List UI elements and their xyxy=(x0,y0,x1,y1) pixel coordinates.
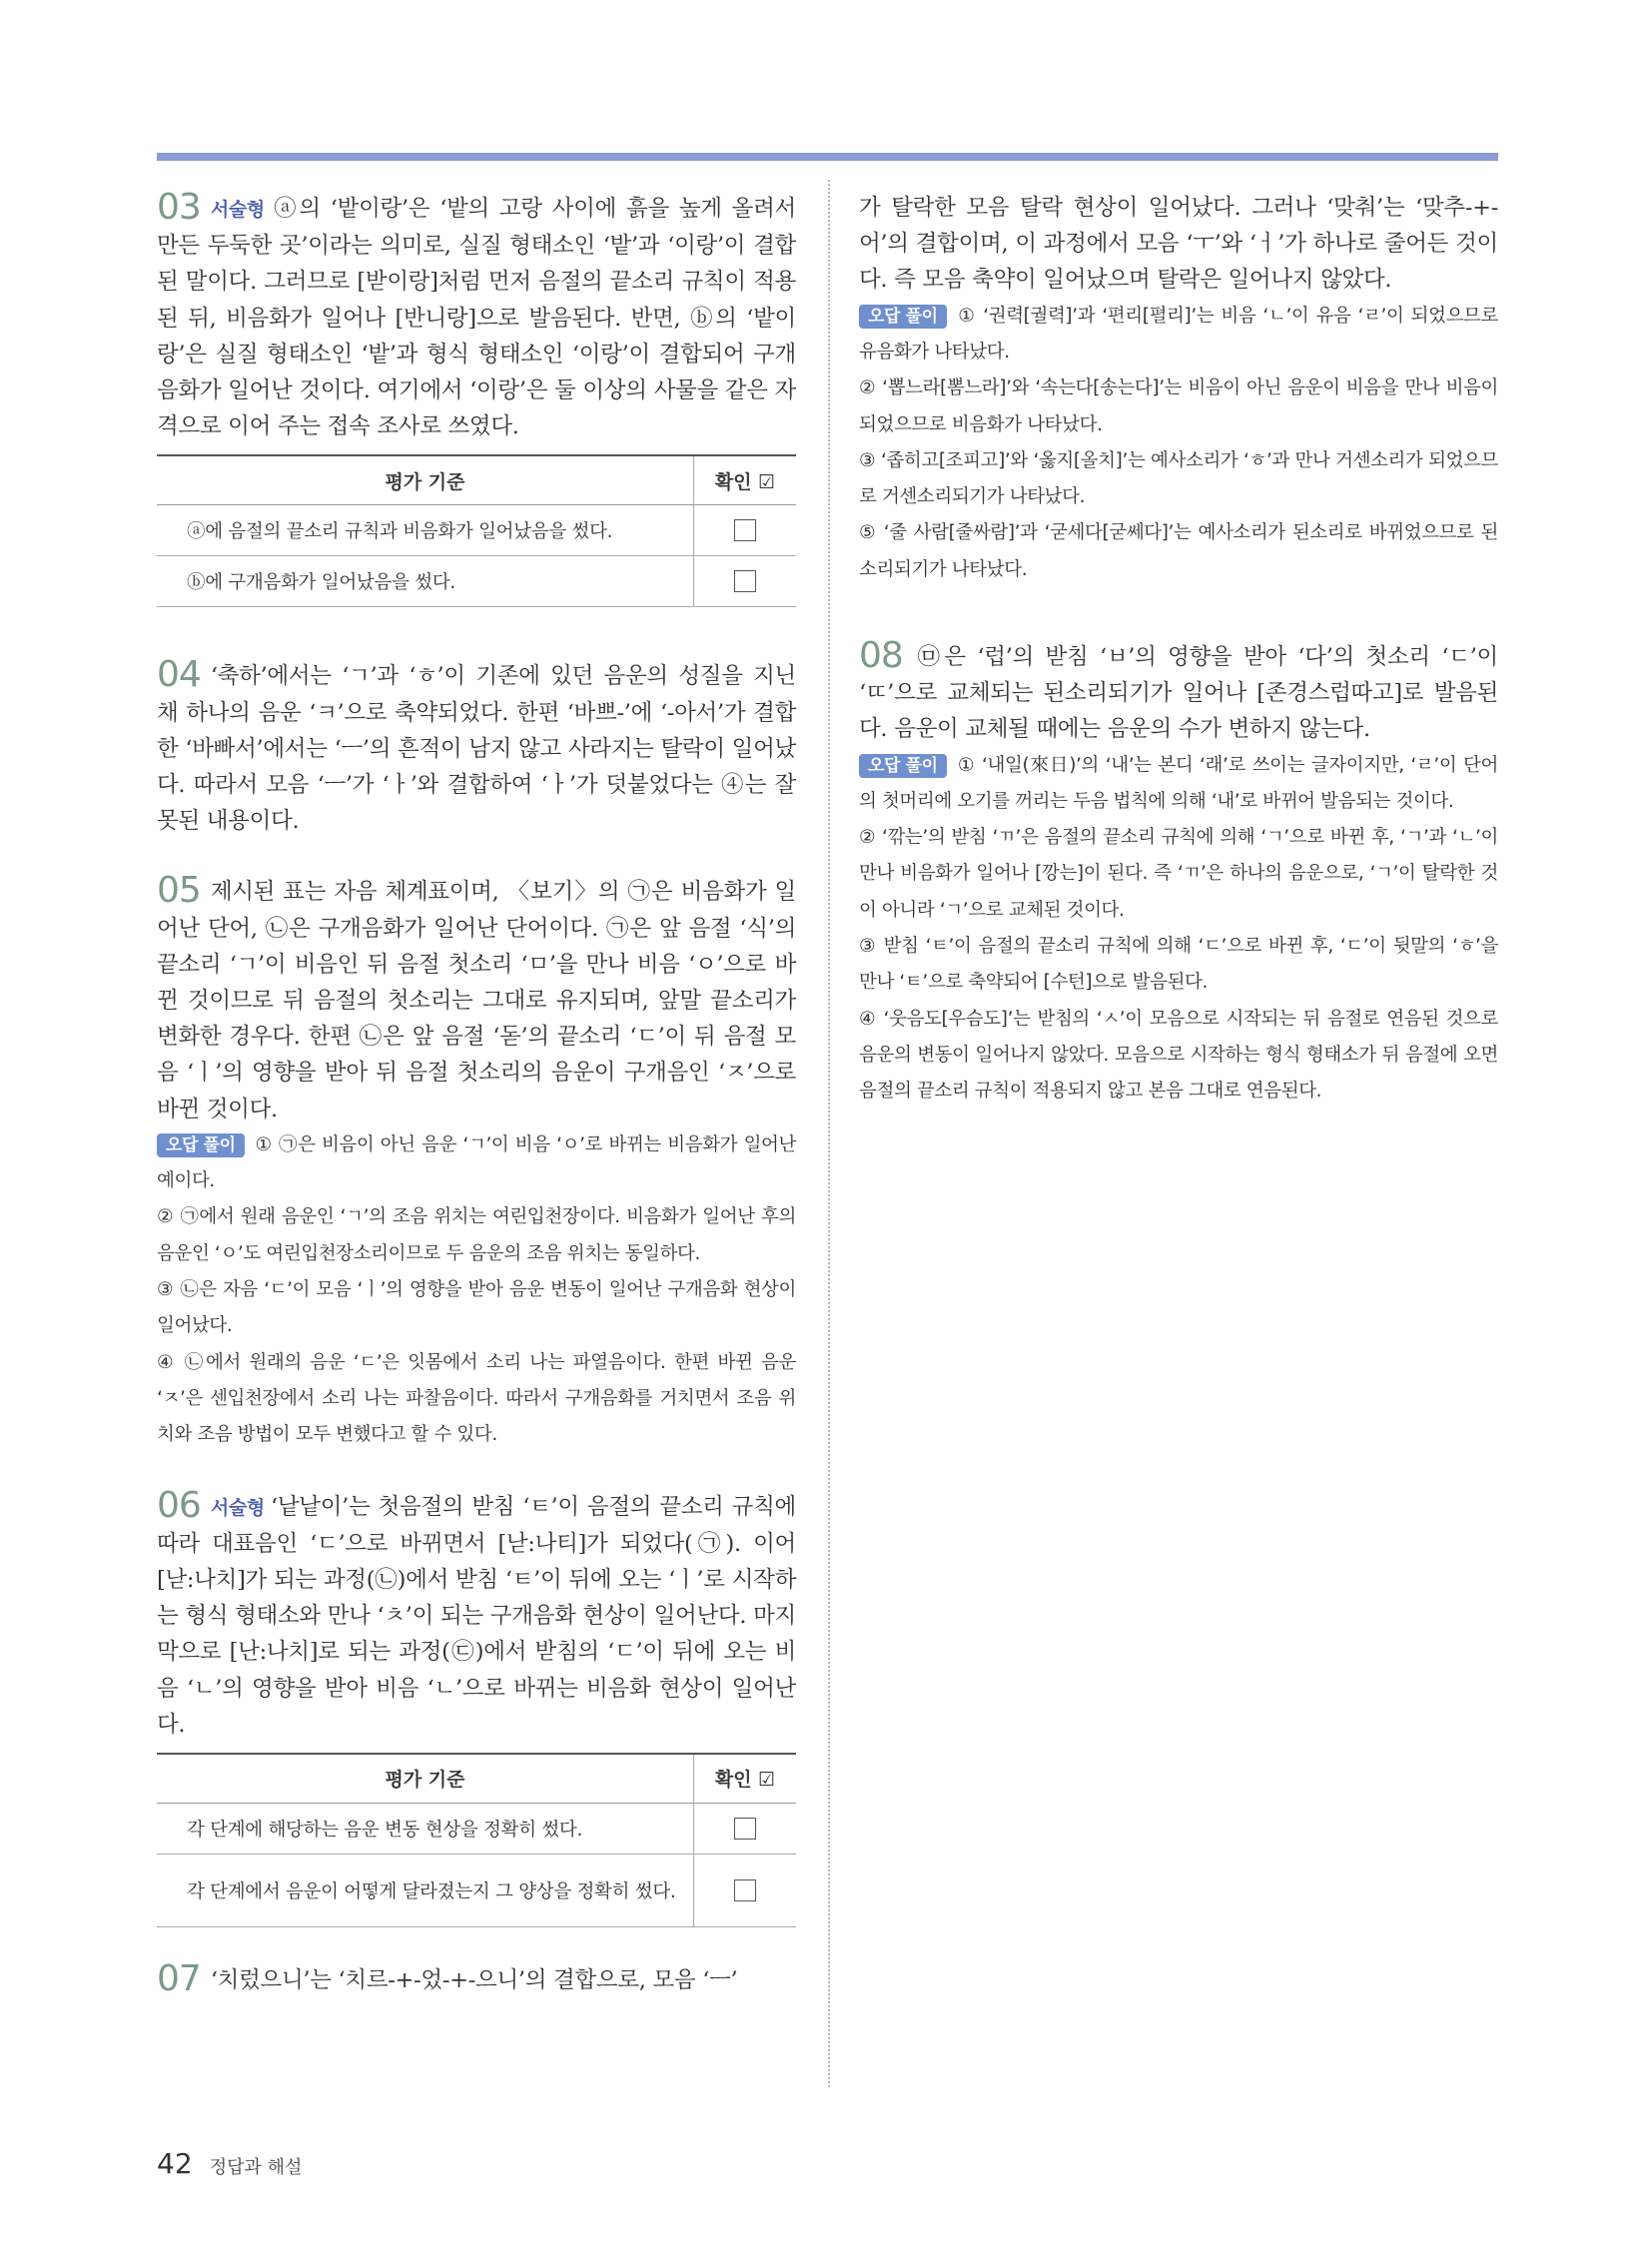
wrong-answer-note: ⑤ ‘줄 사람[줄싸람]’과 ‘굳세다[굳쎄다]’는 예사소리가 된소리로 바뀌었으므로 된소리되기가 나타났다. xyxy=(859,522,1498,580)
question-03 xyxy=(157,187,796,444)
criterion-text: ⓑ에 구개음화가 일어났음을 썼다. xyxy=(157,556,694,607)
table-row xyxy=(157,505,796,556)
table-row xyxy=(157,1854,796,1926)
question-number: 07 xyxy=(157,1957,201,1999)
question-08 xyxy=(859,634,1498,748)
table-header: 평가 기준 xyxy=(157,1754,694,1804)
wrong-answer-note: 오답 풀이 ① ‘권력[궐력]’과 ‘편리[펼리]’는 비음 ‘ㄴ’이 유음 ‘ㄹ’이 되었으므로 유음화가 나타났다. xyxy=(859,305,1498,363)
evaluation-table-03 xyxy=(157,454,796,607)
wrong-answer-badge: 오답 풀이 xyxy=(157,1133,245,1157)
question-text: ‘치렀으니’는 ‘치르-+-었-+-으니’의 결합으로, 모음 ‘ㅡ’ xyxy=(210,1966,738,1993)
question-number: 03 xyxy=(157,187,201,228)
question-number: 06 xyxy=(157,1484,201,1526)
column-divider xyxy=(828,180,830,2087)
wrong-answer-note: 오답 풀이 ① ‘내일(來日)’의 ‘내’는 본디 ‘래’로 쓰이는 글자이지만, ‘ㄹ’이 단어의 첫머리에 오기를 꺼리는 두음 법칙에 의해 ‘내’로 바뀌어 발음되는 것이다. xyxy=(859,754,1498,812)
wrong-answer-note: ② ‘뽑느라[뽐느라]’와 ‘속는다[송는다]’는 비음이 아닌 음운이 비음을 만나 비음이 되었으므로 비음화가 나타났다. xyxy=(859,377,1498,435)
wrong-answer-note: ③ ‘좁히고[조피고]’와 ‘옳지[올치]’는 예사소리가 ‘ㅎ’과 만나 거센소리가 되었으므로 거센소리되기가 나타났다. xyxy=(859,449,1498,508)
question-number: 05 xyxy=(157,870,201,912)
question-06 xyxy=(157,1484,796,1743)
question-tag: 서술형 xyxy=(210,1496,265,1519)
evaluation-table-06 xyxy=(157,1753,796,1927)
page-number: 42 xyxy=(157,2147,193,2180)
footer-label: 정답과 해설 xyxy=(209,2157,303,2178)
question-text: ‘낱낱이’는 첫음절의 받침 ‘ㅌ’이 음절의 끝소리 규칙에 따라 대표음인 ‘ㄷ’으로 바뀌면서 [낟:나티]가 되었다(㉠). 이어 [낟:나치]가 되는 과정(㉡)에서 받침 ‘ㅌ’이 뒤에 오는 ‘ㅣ’로 시작하는 형식 형태소와 만나 ‘ㅊ’이 되는 구개음화 현상이 일어난다. 마지막으로 [난:나치]로 되는 과정(㉢)에서 받침의 ‘ㄷ’이 뒤에 오는 비음 ‘ㄴ’의 영향을 받아 비음 ‘ㄴ’으로 바뀌는 비음화 현상이 일어난다. xyxy=(157,1493,796,1738)
question-05 xyxy=(157,870,796,1126)
wrong-answer-note: ④ ‘웃음도[우슴도]’는 받침의 ‘ㅅ’이 모음으로 시작되는 뒤 음절로 연음된 것으로 음운의 변동이 일어나지 않았다. 모음으로 시작하는 형식 형태소가 뒤 음절에 오면 음절의 끝소리 규칙이 적용되지 않고 본음 그대로 연음된다. xyxy=(859,1008,1498,1103)
left-column xyxy=(157,187,796,1999)
question-tag: 서술형 xyxy=(210,199,265,221)
wrong-answer-badge: 오답 풀이 xyxy=(859,754,947,778)
right-column xyxy=(859,190,1498,1111)
question-number: 08 xyxy=(859,634,903,676)
criterion-text: 각 단계에서 음운이 어떻게 달라졌는지 그 양상을 정확히 썼다. xyxy=(157,1854,694,1926)
wrong-answer-note: ③ 받침 ‘ㅌ’이 음절의 끝소리 규칙에 의해 ‘ㄷ’으로 바뀐 후, ‘ㄷ’이 뒷말의 ‘ㅎ’을 만나 ‘ㅌ’으로 축약되어 [수턴]으로 발음된다. xyxy=(859,936,1498,994)
header-rule xyxy=(157,153,1498,161)
wrong-answer-note: ② ㉠에서 원래 음운인 ‘ㄱ’의 조음 위치는 여린입천장이다. 비음화가 일어난 후의 음운인 ‘ㅇ’도 여린입천장소리이므로 두 음운의 조음 위치는 동일하다. xyxy=(157,1206,796,1264)
table-header: 평가 기준 xyxy=(157,455,694,505)
page-footer xyxy=(157,2147,302,2180)
question-text: 제시된 표는 자음 체계표이며, 〈보기〉의 ㉠은 비음화가 일어난 단어, ㉡은 구개음화가 일어난 단어이다. ㉠은 앞 음절 ‘식’의 끝소리 ‘ㄱ’이 비음인 뒤 음절 첫소리 ‘ㅁ’을 만나 비음 ‘ㅇ’으로 바뀐 것이므로 뒤 음절의 첫소리는 그대로 유지되며, 앞말 끝소리가 변화한 경우다. 한편 ㉡은 앞 음절 ‘돋’의 끝소리 ‘ㄷ’이 뒤 음절 모음 ‘ㅣ’의 영향을 받아 뒤 음절 첫소리의 음운이 구개음인 ‘ㅈ’으로 바뀐 것이다. xyxy=(157,879,796,1122)
question-text: ㉤은 ‘럽’의 받침 ‘ㅂ’의 영향을 받아 ‘다’의 첫소리 ‘ㄷ’이 ‘ㄸ’으로 교체되는 된소리되기가 일어나 [존경스럽따고]로 발음된다. 음운이 교체될 때에는 음운의 수가 변하지 않는다. xyxy=(859,643,1498,743)
checkbox[interactable] xyxy=(734,519,756,541)
checkbox[interactable] xyxy=(734,570,756,592)
question-04 xyxy=(157,654,796,839)
wrong-answer-note: ③ ㉡은 자음 ‘ㄷ’이 모음 ‘ㅣ’의 영향을 받아 음운 변동이 일어난 구개음화 현상이 일어났다. xyxy=(157,1279,796,1337)
question-number: 04 xyxy=(157,654,201,696)
question-07 xyxy=(157,1957,796,1999)
criterion-text: ⓐ에 음절의 끝소리 규칙과 비음화가 일어났음을 썼다. xyxy=(157,505,694,556)
wrong-answer-badge: 오답 풀이 xyxy=(859,305,947,329)
check-header: 확인 ☑ xyxy=(694,1754,797,1804)
checkbox[interactable] xyxy=(734,1879,756,1901)
table-row xyxy=(157,1803,796,1854)
check-header: 확인 ☑ xyxy=(694,455,797,505)
checkbox[interactable] xyxy=(734,1818,756,1840)
question-07-continued: 가 탈락한 모음 탈락 현상이 일어났다. 그러나 ‘맞춰’는 ‘맞추-+-어’의 결합이며, 이 과정에서 모음 ‘ㅜ’와 ‘ㅓ’가 하나로 줄어든 것이다. 즉 모음 축약이 일어났으며 탈락은 일어나지 않았다. xyxy=(859,195,1498,294)
question-text: ‘축하’에서는 ‘ㄱ’과 ‘ㅎ’이 기존에 있던 음운의 성질을 지닌 채 하나의 음운 ‘ㅋ’으로 축약되었다. 한편 ‘바쁘-’에 ‘-아서’가 결합한 ‘바빠서’에서는 ‘ㅡ’의 흔적이 남지 않고 사라지는 탈락이 일어났다. 따라서 모음 ‘ㅡ’가 ‘ㅏ’와 결합하여 ‘ㅏ’가 덧붙었다는 ④는 잘못된 내용이다. xyxy=(157,663,796,835)
criterion-text: 각 단계에 해당하는 음운 변동 현상을 정확히 썼다. xyxy=(157,1803,694,1854)
question-text: ⓐ의 ‘밭이랑’은 ‘밭의 고랑 사이에 흙을 높게 올려서 만든 두둑한 곳’이라는 의미로, 실질 형태소인 ‘밭’과 ‘이랑’이 결합된 말이다. 그러므로 [받이랑]처럼 먼저 음절의 끝소리 규칙이 적용된 뒤, 비음화가 일어나 [반니랑]으로 발음된다. 반면, ⓑ의 ‘밭이랑’은 실질 형태소인 ‘밭’과 형식 형태소인 ‘이랑’이 결합되어 구개음화가 일어난 것이다. 여기에서 ‘이랑’은 둘 이상의 사물을 같은 자격으로 이어 주는 접속 조사로 쓰였다. xyxy=(157,196,796,440)
wrong-answer-note: 오답 풀이 ① ㉠은 비음이 아닌 음운 ‘ㄱ’이 비음 ‘ㅇ’로 바뀌는 비음화가 일어난 예이다. xyxy=(157,1133,796,1192)
table-row xyxy=(157,556,796,607)
wrong-answer-note: ② ‘깎는’의 받침 ‘ㄲ’은 음절의 끝소리 규칙에 의해 ‘ㄱ’으로 바뀐 후, ‘ㄱ’과 ‘ㄴ’이 만나 비음화가 일어나 [깡는]이 된다. 즉 ‘ㄲ’은 하나의 음운으로, ‘ㄱ’이 탈락한 것이 아니라 ‘ㄱ’으로 교체된 것이다. xyxy=(859,827,1498,921)
wrong-answer-note: ④ ㉡에서 원래의 음운 ‘ㄷ’은 잇몸에서 소리 나는 파열음이다. 한편 바뀐 음운 ‘ㅈ’은 센입천장에서 소리 나는 파찰음이다. 따라서 구개음화를 거치면서 조음 위치와 조음 방법이 모두 변했다고 할 수 있다. xyxy=(157,1351,796,1446)
